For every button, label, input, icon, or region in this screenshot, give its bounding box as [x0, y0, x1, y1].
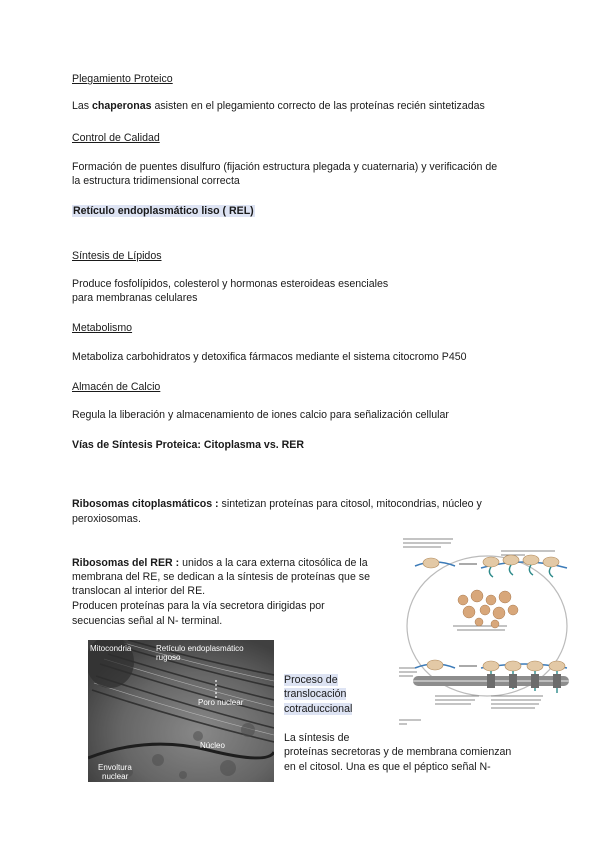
lipidos-line-2: para membranas celulares	[72, 292, 198, 304]
heading-metabolismo: Metabolismo	[72, 322, 133, 334]
proceso-line-3: cotraduccional	[284, 702, 353, 715]
heading-lipidos: Síntesis de Lípidos	[72, 250, 162, 262]
ribo-cito-line-2: peroxiosomas.	[72, 513, 141, 525]
micrograph-label-nucleo: Núcleo	[200, 741, 225, 750]
chaperonas-bold: chaperonas	[92, 100, 152, 112]
micrograph-image	[88, 640, 274, 782]
ribo-rer-bold: Ribosomas del RER :	[72, 557, 180, 569]
ribo-rer-line-1	[72, 556, 368, 570]
chaperonas-text	[72, 99, 485, 113]
sintesis-line-3: en el citosol. Una es que el péptico señal N-	[284, 760, 491, 773]
ribo-rer-line-2: membrana del RE, se dedican a la síntesis de proteínas que se	[72, 571, 370, 583]
control-line-1: Formación de puentes disulfuro (fijación estructura plegada y cuaternaria) y verificación de	[72, 161, 498, 173]
translocation-diagram	[395, 534, 575, 730]
micrograph-label-reticulo-2: rugoso	[156, 653, 181, 662]
lipidos-line-1: Produce fosfolípidos, colesterol y hormonas esteroideas esenciales	[72, 278, 389, 290]
rel-title-text: Retículo endoplasmático liso ( REL)	[73, 205, 254, 217]
chaperonas-text-b: asisten en el plegamiento correcto de las proteínas recién sintetizadas	[151, 100, 485, 112]
proceso-caption	[284, 673, 352, 716]
heading-control-calidad: Control de Calidad	[72, 132, 160, 144]
ribo-cito-rest: sintetizan proteínas para citosol, mitocondrias, núcleo y	[218, 498, 482, 510]
proceso-line-1: Proceso de	[284, 674, 338, 686]
micrograph-svg	[88, 640, 274, 782]
micrograph-label-envoltura-1: Envoltura	[98, 763, 132, 772]
chaperonas-text-a: Las	[72, 100, 93, 112]
ribo-rer-line-3: translocan al interior del RE.	[72, 585, 206, 597]
sintesis-line-1: La síntesis de	[284, 732, 350, 744]
translocation-diagram-svg	[395, 534, 575, 730]
micrograph-label-poro: Poro nuclear	[198, 698, 244, 707]
heading-plegamiento: Plegamiento Proteico	[72, 73, 173, 85]
proceso-line-2: translocación	[284, 688, 347, 701]
micrograph-label-mitocondria: Mitocondria	[90, 644, 132, 653]
ribo-rer-line-4: Producen proteínas para la vía secretora dirigidas por	[72, 600, 325, 612]
ribo-rer-rest: unidos a la cara externa citosólica de la	[179, 557, 368, 569]
metabolismo-text: Metaboliza carbohidratos y detoxifica fármacos mediante el sistema citocromo P450	[72, 351, 467, 363]
micrograph-label-envoltura-2: nuclear	[102, 772, 129, 781]
ribo-cito-line-1	[72, 497, 482, 511]
micrograph-label-reticulo-1: Retículo endoplasmático	[156, 644, 244, 653]
vias-title: Vías de Síntesis Proteica: Citoplasma vs. RER	[72, 439, 304, 451]
sintesis-paragraph	[284, 731, 511, 774]
sintesis-line-2: proteínas secretoras y de membrana comienzan	[284, 746, 512, 759]
rel-title	[72, 204, 255, 218]
heading-calcio: Almacén de Calcio	[72, 381, 161, 393]
control-line-2: la estructura tridimensional correcta	[72, 175, 240, 187]
ribo-rer-line-5: secuencias señal al N- terminal.	[72, 615, 223, 627]
calcio-text: Regula la liberación y almacenamiento de iones calcio para señalización cellular	[72, 409, 449, 421]
ribo-cito-bold: Ribosomas citoplasmáticos :	[72, 498, 219, 510]
